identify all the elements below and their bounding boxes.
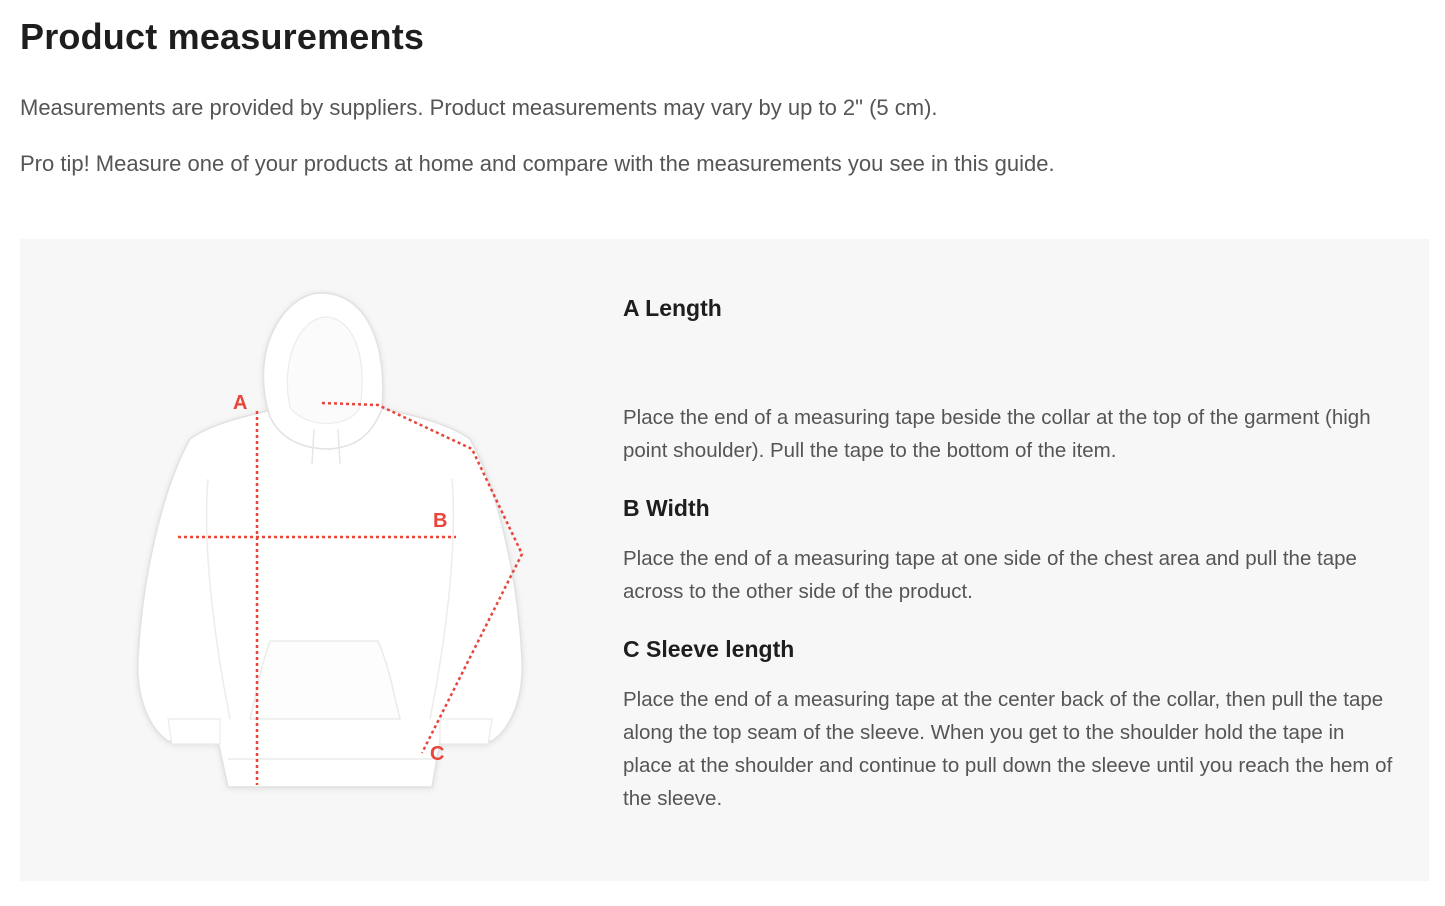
section-heading-length: A Length: [623, 295, 722, 321]
marker-a: A: [233, 392, 248, 414]
intro-text-suppliers: Measurements are provided by suppliers. Product measurements may vary by up to 2" (5 cm).: [20, 95, 938, 120]
section-body-sleeve-length: Place the end of a measuring tape at the center back of the collar, then pull the tape along the top seam of the sleeve. When you get to the shoulder hold the tape in place at the shoulder and continue to pull down the sleeve until you reach the hem of the sleeve.: [623, 688, 1393, 810]
section-body-length: Place the end of a measuring tape beside the collar at the top of the garment (high point shoulder). Pull the tape to the bottom of the item.: [623, 406, 1371, 462]
section-heading-width: B Width: [623, 495, 710, 521]
hoodie-measurement-diagram: [120, 289, 540, 809]
section-heading-sleeve-length: C Sleeve length: [623, 636, 795, 662]
marker-b: B: [433, 510, 448, 532]
page-title: Product measurements: [20, 16, 425, 57]
measurement-panel: [20, 239, 1429, 881]
hoodie-illustration: [138, 293, 522, 787]
intro-text-pro-tip: Pro tip! Measure one of your products at home and compare with the measurements you see in this guide.: [20, 151, 1055, 176]
section-body-width: Place the end of a measuring tape at one side of the chest area and pull the tape across to the other side of the product.: [623, 547, 1357, 603]
marker-c: C: [430, 743, 445, 765]
